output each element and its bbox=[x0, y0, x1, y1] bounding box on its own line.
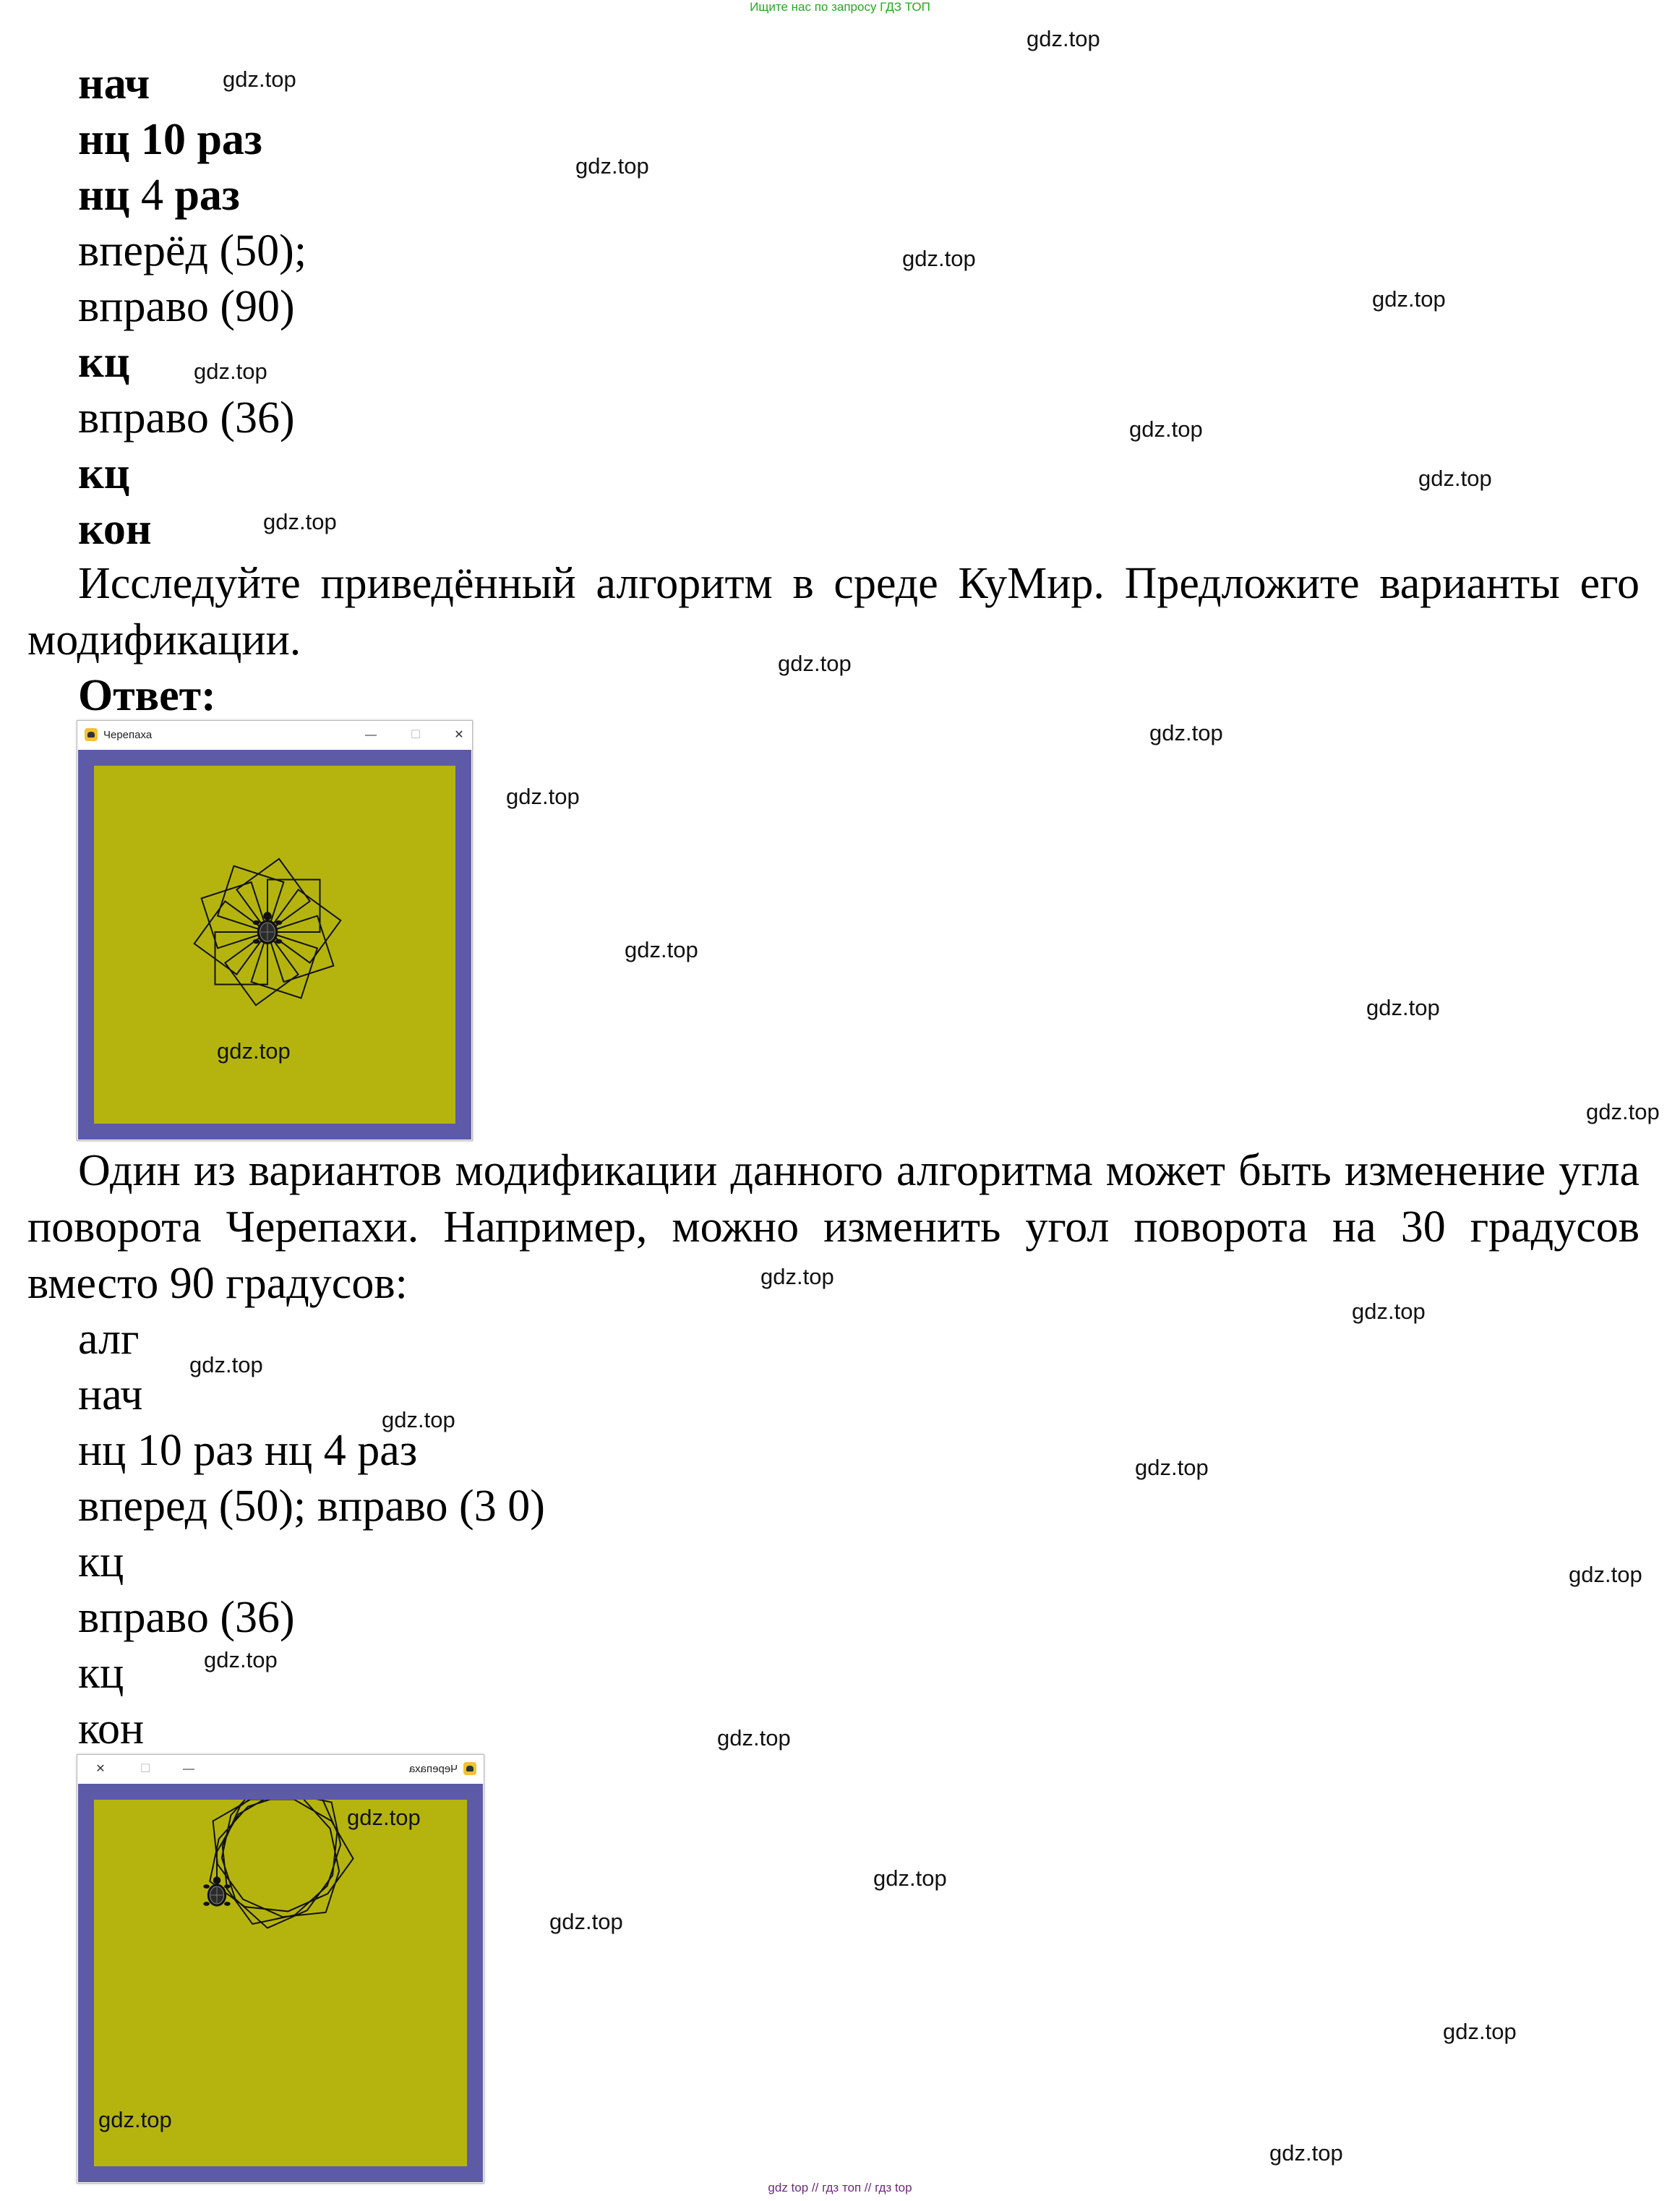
watermark: gdz.top bbox=[549, 1909, 623, 1934]
code2-line-kon: кон bbox=[78, 1704, 145, 1753]
watermark: gdz.top bbox=[1586, 1099, 1660, 1124]
watermark: gdz.top bbox=[263, 509, 337, 534]
code2-line-nach: нач bbox=[78, 1370, 143, 1419]
window-title: Черепаха bbox=[103, 729, 153, 741]
code2-line-forward: вперед (50); вправо (3 0) bbox=[78, 1482, 545, 1531]
watermark: gdz.top bbox=[1418, 466, 1492, 491]
watermark: gdz.top bbox=[1352, 1299, 1426, 1324]
code-line-kc-1: кц bbox=[78, 338, 130, 387]
code-line-right-36: вправо (36) bbox=[78, 393, 295, 443]
header-note: Ищите нас по запросу ГДЗ ТОП bbox=[750, 0, 930, 14]
maximize-button[interactable]: ☐ bbox=[140, 1763, 151, 1775]
watermark: gdz.top bbox=[1129, 416, 1203, 442]
watermark: gdz.top bbox=[204, 1647, 278, 1672]
watermark: gdz.top bbox=[1269, 2140, 1343, 2166]
watermark: gdz.top bbox=[1027, 26, 1100, 51]
watermark: gdz.top bbox=[778, 651, 852, 676]
watermark: gdz.top bbox=[717, 1725, 791, 1751]
code-line-right-90: вправо (90) bbox=[78, 282, 295, 331]
watermark: gdz.top bbox=[223, 67, 296, 92]
code-line-loop-4 bbox=[78, 168, 240, 223]
minimize-button[interactable]: — bbox=[365, 729, 377, 741]
loop-count: 4 bbox=[129, 171, 175, 220]
close-button[interactable]: ✕ bbox=[454, 729, 464, 741]
code-line-loop-10: нц 10 раз bbox=[78, 115, 262, 164]
code2-line-alg: алг bbox=[78, 1315, 140, 1364]
watermark: gdz.top bbox=[902, 246, 976, 271]
watermark: gdz.top bbox=[1149, 720, 1223, 745]
watermark: gdz.top bbox=[98, 2107, 172, 2132]
close-button[interactable]: ✕ bbox=[95, 1763, 106, 1775]
minimize-button[interactable]: — bbox=[183, 1763, 194, 1775]
window-titlebar bbox=[77, 1755, 484, 1784]
watermark: gdz.top bbox=[506, 784, 580, 809]
maximize-button[interactable]: ☐ bbox=[410, 729, 421, 741]
watermark: gdz.top bbox=[575, 153, 649, 179]
window-titlebar bbox=[77, 721, 472, 750]
explanation-text: Один из вариантов модификации данного алгоритма может быть изменение угла поворота Черепахи. Например, можно изменить угол поворота на 30 градусов вместо 90 градусов: bbox=[27, 1146, 1640, 1308]
watermark: gdz.top bbox=[189, 1352, 263, 1377]
code-line-nach: нач bbox=[78, 59, 150, 108]
canvas-frame bbox=[78, 750, 471, 1140]
watermark: gdz.top bbox=[873, 1865, 947, 1891]
code2-line-right-36: вправо (36) bbox=[78, 1593, 295, 1642]
keyword-nc: нц bbox=[78, 171, 130, 220]
keyword-raz: раз bbox=[174, 171, 240, 220]
turtle-app-icon bbox=[463, 1762, 476, 1775]
turtle-app-icon bbox=[85, 728, 98, 741]
code-line-kon: кон bbox=[78, 505, 152, 554]
turtle-window-1 bbox=[77, 720, 473, 1141]
watermark: gdz.top bbox=[1569, 1562, 1642, 1587]
watermark: gdz.top bbox=[625, 937, 698, 962]
watermark: gdz.top bbox=[347, 1805, 421, 1830]
watermark: gdz.top bbox=[1443, 2019, 1517, 2044]
watermark: gdz.top bbox=[194, 359, 267, 384]
turtle-drawing bbox=[94, 766, 455, 1123]
code-line-kc-2: кц bbox=[78, 449, 130, 498]
watermark: gdz.top bbox=[382, 1407, 455, 1432]
code2-line-kc-2: кц bbox=[78, 1649, 124, 1698]
task-text: Исследуйте приведённый алгоритм в среде КуМир. Предложите варианты его модификации. bbox=[27, 559, 1640, 664]
turtle-canvas bbox=[94, 766, 455, 1124]
watermark: gdz.top bbox=[1372, 286, 1446, 312]
window-title: Черепаха bbox=[408, 1763, 458, 1775]
watermark: gdz.top bbox=[217, 1038, 291, 1064]
code2-line-loops: нц 10 раз нц 4 раз bbox=[78, 1426, 418, 1475]
watermark: gdz.top bbox=[760, 1264, 834, 1289]
watermark: gdz.top bbox=[1366, 995, 1440, 1020]
watermark: gdz.top bbox=[1135, 1455, 1209, 1480]
code-line-forward: вперёд (50); bbox=[78, 226, 307, 275]
code2-line-kc-1: кц bbox=[78, 1537, 124, 1586]
turtle-path bbox=[210, 1800, 353, 1928]
footer-note: gdz top // гдз топ // гдз top bbox=[768, 2181, 912, 2194]
answer-label: Ответ: bbox=[78, 671, 216, 720]
